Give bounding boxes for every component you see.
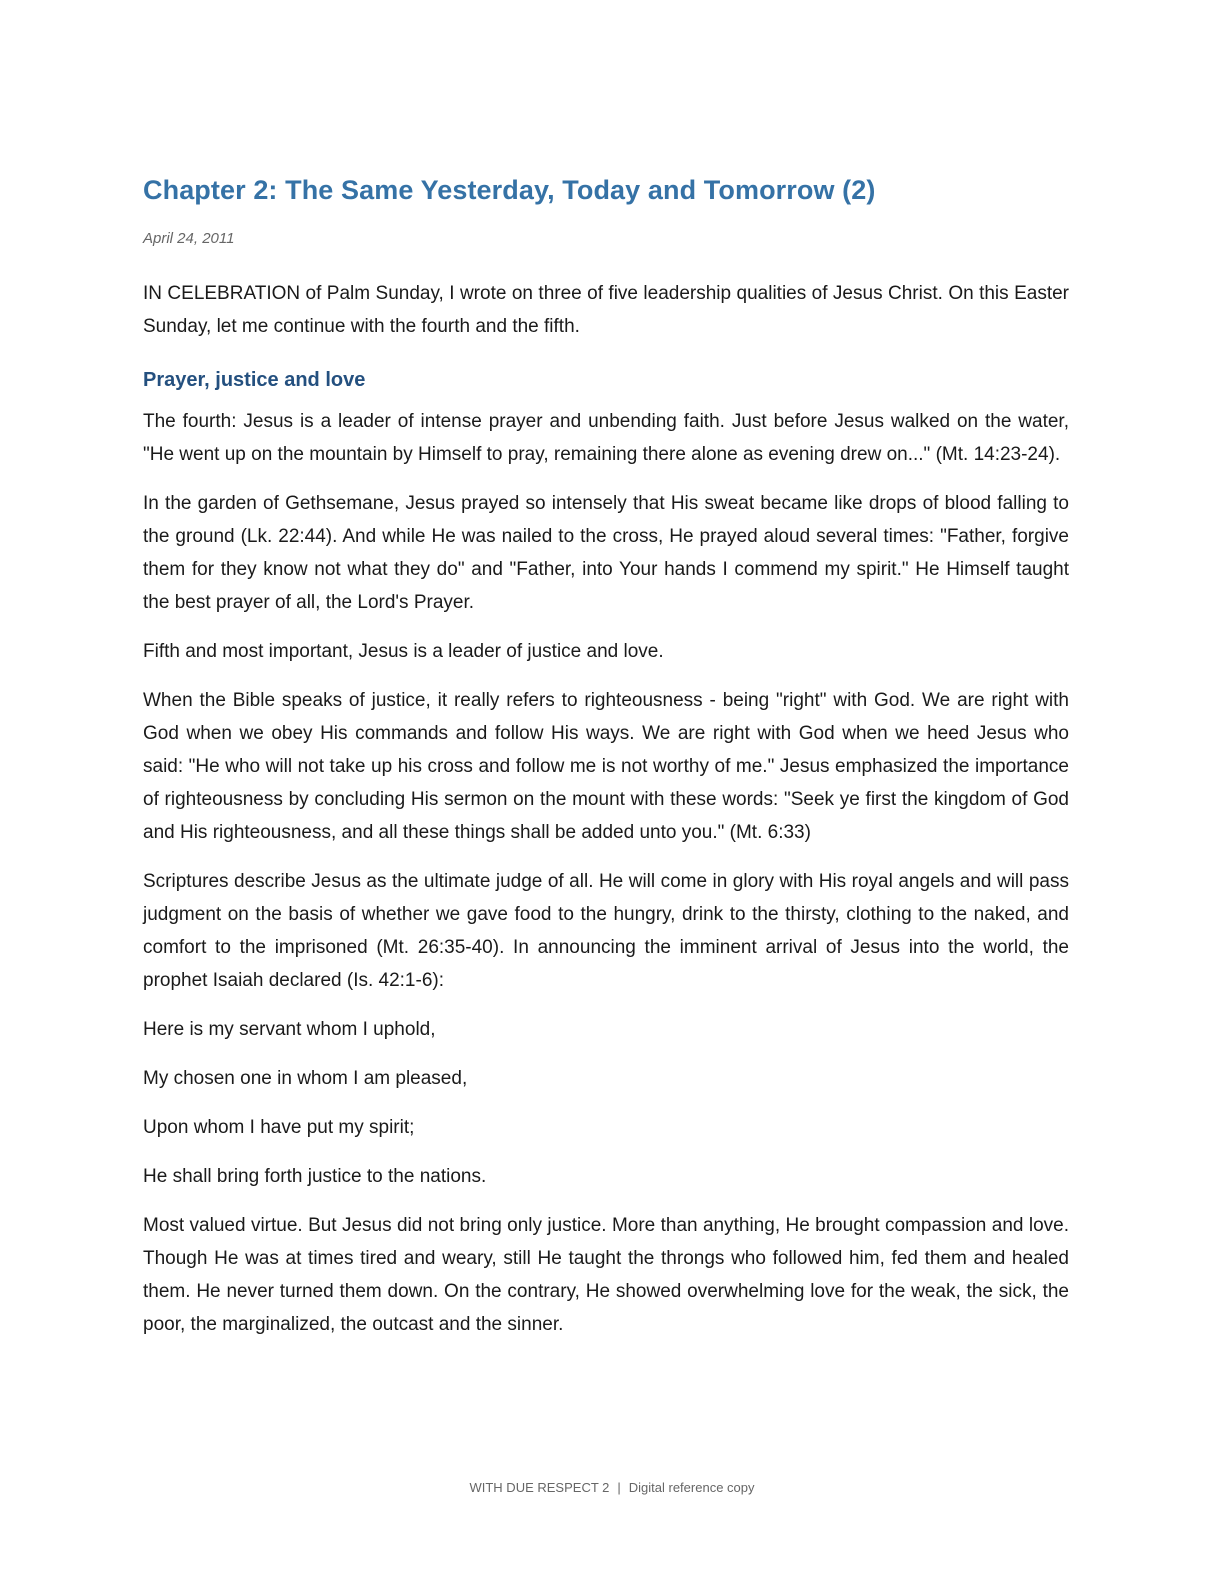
body-paragraph: Scriptures describe Jesus as the ultimate judge of all. He will come in glory with His royal angels and will pass judgment on the basis of whether we gave food to the hungry, drink to the thirsty, clothing to the naked, and comfort to the imprisoned (Mt. 26:35-40). In announcing the imminent arrival of Jesus into the world, the prophet Isaiah declared (Is. 42:1-6): [143,871,1069,991]
page-footer [0,1479,1224,1497]
chapter-title: Chapter 2: The Same Yesterday, Today and Tomorrow (2) [143,175,876,205]
closing-paragraph: Most valued virtue. But Jesus did not bring only justice. More than anything, He brought compassion and love. Though He was at times tired and weary, still He taught the throngs who followed him, fed them and healed them. He never turned them down. On the contrary, He showed overwhelming love for the weak, the sick, the poor, the marginalized, the outcast and the sinner. [143,1215,1069,1335]
body-paragraph: Fifth and most important, Jesus is a leader of justice and love. [143,641,664,662]
body-paragraph: When the Bible speaks of justice, it really refers to righteousness - being "right" with God. We are right with God when we obey His commands and follow His ways. We are right with God when we heed Jesus who said: "He who will not take up his cross and follow me is not worthy of me." Jesus emphasized the importance of righteousness by concluding His sermon on the mount with these words: "Seek ye first the kingdom of God and His righteousness, and all these things shall be added unto you." (Mt. 6:33) [143,690,1069,843]
verse-line: Here is my servant whom I uphold, [143,1019,436,1040]
verse-line: He shall bring forth justice to the nations. [143,1166,487,1187]
footer-separator: | [617,1480,621,1495]
footer-note: Digital reference copy [628,1480,755,1495]
scripture-quote [143,1013,1069,1193]
footer-book-title: WITH DUE RESPECT 2 [469,1480,610,1495]
publication-date: April 24, 2011 [143,230,235,247]
body-paragraph: The fourth: Jesus is a leader of intense prayer and unbending faith. Just before Jesus walked on the water, "He went up on the mountain by Himself to pray, remaining there alone as evening drew on..." (Mt. 14:23-24). [143,411,1069,465]
section-heading: Prayer, justice and love [143,369,366,391]
intro-paragraph: IN CELEBRATION of Palm Sunday, I wrote on three of five leadership qualities of Jesus Christ. On this Easter Sunday, let me continue with the fourth and the fifth. [143,283,1069,337]
verse-line: My chosen one in whom I am pleased, [143,1068,468,1089]
body-paragraph: In the garden of Gethsemane, Jesus prayed so intensely that His sweat became like drops of blood falling to the ground (Lk. 22:44). And while He was nailed to the cross, He prayed aloud several times: "Father, forgive them for they know not what they do" and "Father, into Your hands I commend my spirit." He Himself taught the best prayer of all, the Lord's Prayer. [143,493,1069,613]
verse-line: Upon whom I have put my spirit; [143,1117,415,1138]
document-page [143,172,1069,1341]
